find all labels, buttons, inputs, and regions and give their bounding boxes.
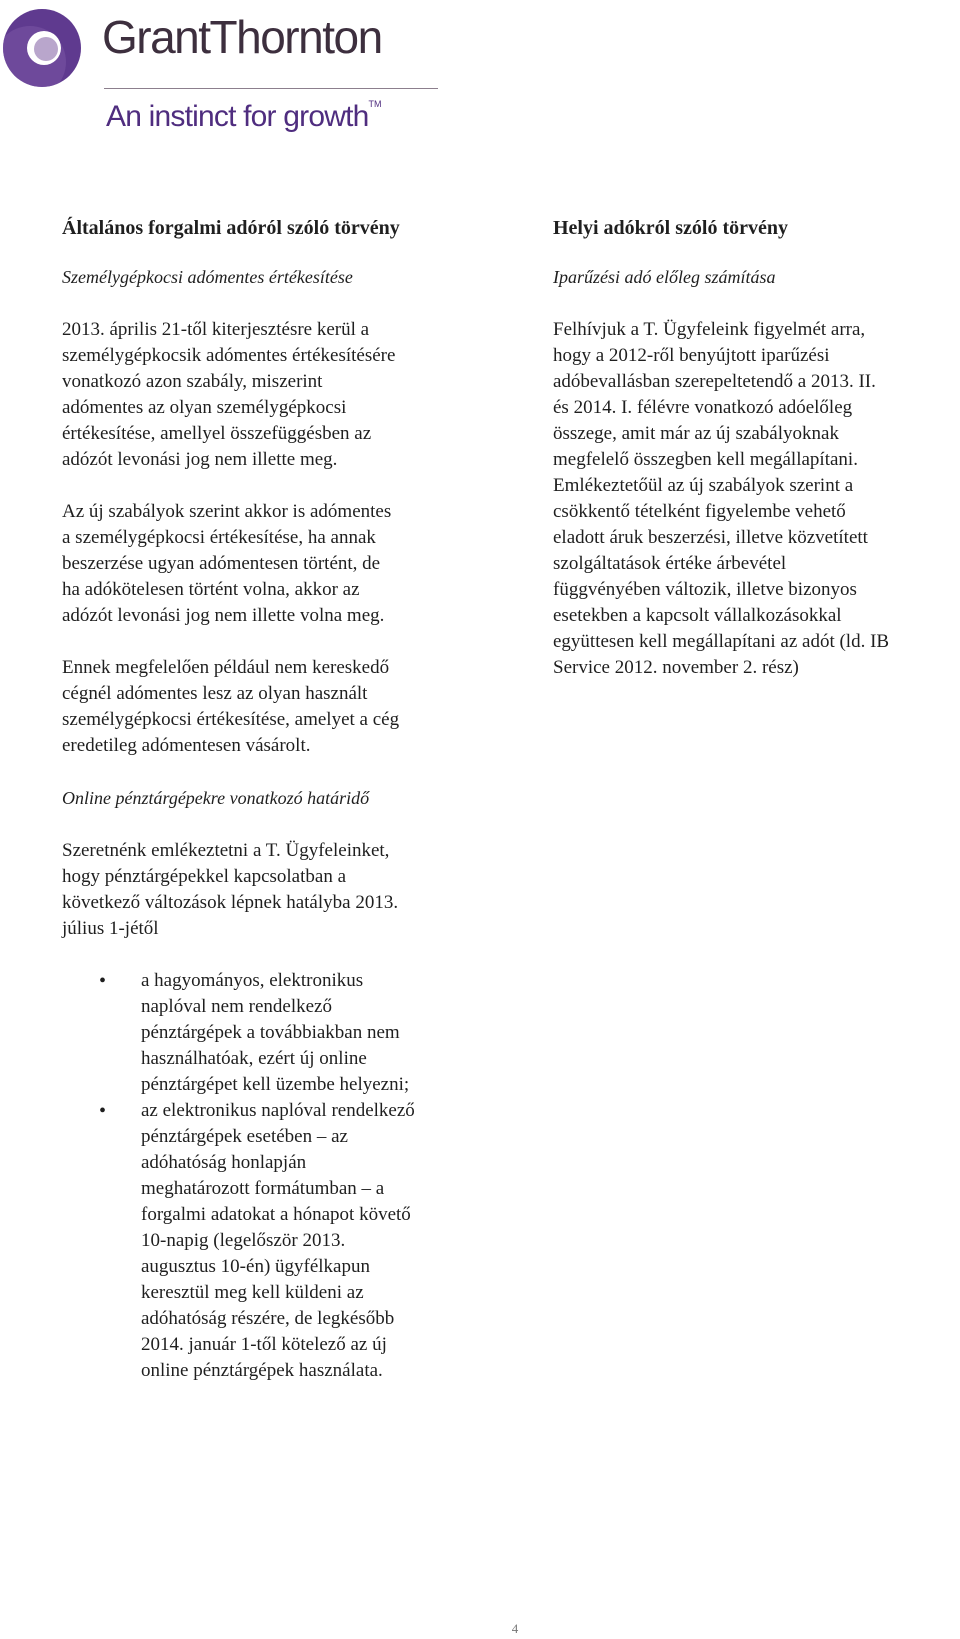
cash-register-intro: [62, 838, 472, 942]
text-line: megfelelő összegben kell megállapítani.: [553, 449, 858, 470]
text-line: értékesítése, amellyel összefüggésben az: [62, 423, 372, 444]
text-line: naplóval nem rendelkező: [141, 996, 332, 1017]
text-line: eredetileg adómentesen vásárolt.: [62, 735, 311, 756]
company-tagline: [106, 99, 382, 133]
text-line: a hagyományos, elektronikus: [141, 970, 364, 991]
text-line: együttesen kell megállapítani az adót (ld. IB: [553, 631, 890, 652]
left-column: [62, 213, 472, 1384]
page-number: 4: [511, 1621, 519, 1636]
list-item: [62, 968, 472, 1098]
vat-law-heading: Általános forgalmi adóról szóló törvény: [62, 217, 400, 239]
business-tax-subheading: Iparűzési adó előleg számítása: [553, 267, 776, 287]
car-sale-paragraph-3: [62, 655, 472, 759]
text-line: pénztárgépek esetében – az: [141, 1126, 348, 1147]
text-line: adóhatóság részére, de legkésőbb: [141, 1308, 395, 1329]
cash-register-subheading: Online pénztárgépekre vonatkozó határidő: [62, 788, 370, 808]
text-line: használhatóak, ezért új online: [141, 1048, 367, 1069]
text-line: augusztus 10-én) ügyfélkapun: [141, 1256, 370, 1277]
list-item: [62, 1098, 472, 1384]
trademark-symbol: TM: [368, 99, 382, 109]
text-line: Az új szabályok szerint akkor is adómentes: [62, 501, 392, 522]
text-line: Felhívjuk a T. Ügyfeleink figyelmét arra,: [553, 319, 866, 340]
text-line: Szeretnénk emlékeztetni a T. Ügyfeleinket,: [62, 840, 390, 861]
text-line: forgalmi adatokat a hónapot követő: [141, 1204, 411, 1225]
text-line: az elektronikus naplóval rendelkező: [141, 1100, 415, 1121]
bullet-icon: •: [99, 970, 107, 992]
text-line: ha adókötelesen történt volna, akkor az: [62, 579, 360, 600]
text-line: és 2014. I. félévre vonatkozó adóelőleg: [553, 397, 853, 418]
text-line: keresztül meg kell küldeni az: [141, 1282, 364, 1303]
text-line: cégnél adómentes lesz az olyan használt: [62, 683, 368, 704]
text-line: hogy pénztárgépekkel kapcsolatban a: [62, 866, 347, 887]
text-line: adóbevallásban szerepeltetendő a 2013. II.: [553, 371, 876, 392]
text-line: esetekben a kapcsolt vállalkozásokkal: [553, 605, 842, 626]
logo-divider: [104, 88, 438, 89]
car-sale-subheading: Személygépkocsi adómentes értékesítése: [62, 267, 353, 287]
text-line: Ennek megfelelően például nem kereskedő: [62, 657, 390, 678]
text-line: pénztárgépek a továbbiakban nem: [141, 1022, 400, 1043]
text-line: online pénztárgépek használata.: [141, 1360, 383, 1381]
text-line: július 1-jétől: [62, 918, 159, 939]
grant-thornton-logo: [0, 0, 460, 150]
tagline-text: An instinct for growth: [106, 100, 369, 133]
text-line: személygépkocsik adómentes értékesítésére: [62, 345, 396, 366]
text-line: Service 2012. november 2. rész): [553, 657, 799, 678]
text-line: függvényében változik, illetve bizonyos: [553, 579, 857, 600]
text-line: meghatározott formátumban – a: [141, 1178, 385, 1199]
text-line: adózót levonási jog nem illette volna meg.: [62, 605, 385, 626]
text-line: következő változások lépnek hatályba 2013.: [62, 892, 399, 913]
text-line: Emlékeztetőül az új szabályok szerint a: [553, 475, 854, 496]
text-line: beszerzése ugyan adómentesen történt, de: [62, 553, 381, 574]
text-line: a személygépkocsi értékesítése, ha annak: [62, 527, 376, 548]
car-sale-paragraph-2: [62, 499, 472, 629]
company-name: GrantThornton: [102, 11, 382, 63]
local-tax-heading: Helyi adókról szóló törvény: [553, 217, 788, 239]
text-line: eladott áruk beszerzési, illetve közvetített: [553, 527, 868, 548]
text-line: 10-napig (legelőször 2013.: [141, 1230, 346, 1251]
business-tax-paragraph: [553, 317, 953, 681]
cash-register-bullet-list: [62, 968, 472, 1384]
text-line: vonatkozó azon szabály, miszerint: [62, 371, 323, 392]
text-line: adómentes az olyan személygépkocsi: [62, 397, 347, 418]
text-line: pénztárgépet kell üzembe helyezni;: [141, 1074, 410, 1095]
text-line: 2014. január 1-től kötelező az új: [141, 1334, 387, 1355]
text-line: hogy a 2012-ről benyújtott iparűzési: [553, 345, 830, 366]
text-line: adózót levonási jog nem illette meg.: [62, 449, 338, 470]
text-line: 2013. április 21-től kiterjesztésre kerül a: [62, 319, 370, 340]
text-line: személygépkocsi értékesítése, amelyet a cég: [62, 709, 400, 730]
car-sale-paragraph-1: [62, 317, 472, 473]
logo-mark-icon: [2, 8, 82, 88]
bullet-icon: •: [99, 1100, 107, 1122]
text-line: csökkentő tételként figyelembe vehető: [553, 501, 846, 522]
text-line: szolgáltatások értéke árbevétel: [553, 553, 787, 574]
text-line: adóhatóság honlapján: [141, 1152, 307, 1173]
right-column: [553, 213, 953, 707]
text-line: összege, amit már az új szabályoknak: [553, 423, 839, 444]
